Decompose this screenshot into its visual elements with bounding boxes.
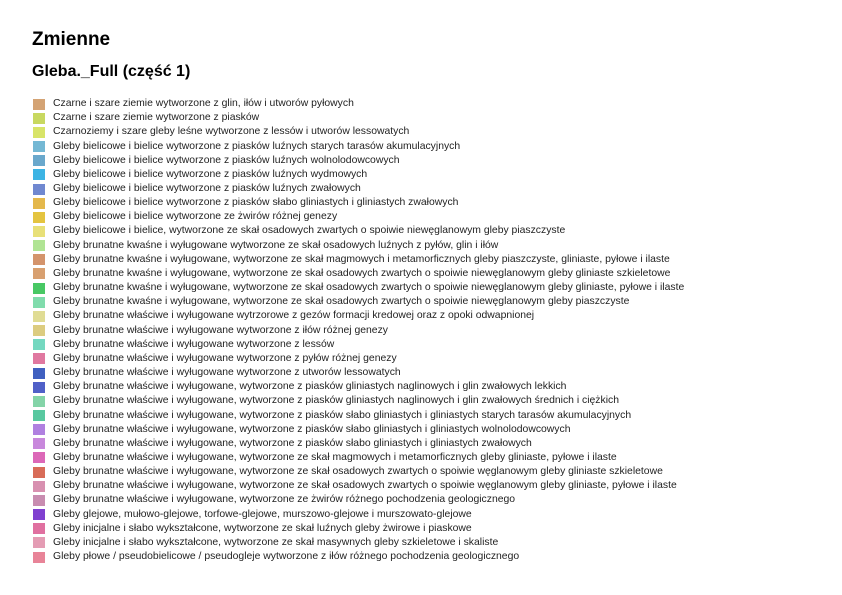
legend-color-swatch: [33, 169, 45, 180]
legend-color-swatch: [33, 240, 45, 251]
legend-color-swatch: [33, 509, 45, 520]
legend-item: [33, 210, 684, 224]
legend-item: [33, 125, 684, 139]
legend-label: Gleby brunatne kwaśne i wyługowane, wytworzone ze skał osadowych zwartych o spoiwie niewęglanowym gleby gliniaste szkieletowe: [53, 267, 671, 279]
legend-label: Gleby bielicowe i bielice wytworzone ze żwirów różnej genezy: [53, 211, 338, 223]
legend-item: [33, 493, 684, 507]
legend-item: [33, 380, 684, 394]
legend-item: [33, 295, 684, 309]
legend-color-swatch: [33, 523, 45, 534]
legend-item: [33, 550, 684, 564]
legend-label: Gleby brunatne kwaśne i wyługowane, wytworzone ze skał osadowych zwartych o spoiwie niewęglanowym gleby piaszczyste: [53, 296, 630, 308]
legend-color-swatch: [33, 396, 45, 407]
legend-item: [33, 508, 684, 522]
legend-color-swatch: [33, 481, 45, 492]
legend-item: [33, 451, 684, 465]
legend-color-swatch: [33, 254, 45, 265]
legend-color-swatch: [33, 198, 45, 209]
legend-item: [33, 139, 684, 153]
legend-label: Czarne i szare ziemie wytworzone z glin, iłów i utworów pyłowych: [53, 98, 354, 110]
legend-item: [33, 522, 684, 536]
legend-label: Gleby brunatne właściwe i wyługowane wytworzone z pyłów różnej genezy: [53, 352, 397, 364]
legend-label: Gleby brunatne właściwe i wyługowane, wytworzone z piasków słabo gliniastych i gliniastych zwałowych: [53, 437, 532, 449]
legend-item: [33, 111, 684, 125]
legend-item: [33, 437, 684, 451]
layer-title: Gleba._Full (część 1): [32, 63, 191, 80]
legend-color-swatch: [33, 155, 45, 166]
legend-label: Gleby płowe / pseudobielicowe / pseudogleje wytworzone z iłów różnego pochodzenia geologicznego: [53, 551, 520, 563]
legend-item: [33, 267, 684, 281]
legend-color-swatch: [33, 467, 45, 478]
legend-color-swatch: [33, 127, 45, 138]
legend-color-swatch: [33, 438, 45, 449]
legend-color-swatch: [33, 113, 45, 124]
legend-item: [33, 253, 684, 267]
legend-color-swatch: [33, 410, 45, 421]
legend-label: Gleby brunatne kwaśne i wyługowane, wytworzone ze skał osadowych zwartych o spoiwie niewęglanowym gleby gliniaste, pyłowe i ilaste: [53, 282, 685, 294]
legend-item: [33, 97, 684, 111]
legend-item: [33, 182, 684, 196]
legend-color-swatch: [33, 283, 45, 294]
legend-label: Gleby brunatne właściwe i wyługowane, wytworzone ze skał magmowych i metamorficznych gleby gliniaste, pyłowe i ilaste: [53, 451, 617, 463]
legend-color-swatch: [33, 141, 45, 152]
legend-item: [33, 394, 684, 408]
legend-item: [33, 154, 684, 168]
legend-label: Gleby bielicowe i bielice wytworzone z piasków słabo gliniastych i gliniastych zwałowych: [53, 197, 459, 209]
legend-list: [33, 97, 684, 564]
legend-item: [33, 168, 684, 182]
legend-label: Gleby brunatne kwaśne i wyługowane wytworzone ze skał osadowych luźnych z pyłów, glin i iłów: [53, 239, 499, 251]
legend-label: Gleby brunatne właściwe i wyługowane, wytworzone z piasków słabo gliniastych i gliniastych wolnolodowcowych: [53, 423, 571, 435]
legend-item: [33, 239, 684, 253]
legend-label: Gleby bielicowe i bielice wytworzone z piasków luźnych wydmowych: [53, 168, 368, 180]
legend-label: Gleby inicjalne i słabo wykształcone, wytworzone ze skał masywnych gleby szkieletowe i skaliste: [53, 536, 499, 548]
legend-item: [33, 352, 684, 366]
legend-label: Gleby brunatne właściwe i wyługowane wytworzone z lessów: [53, 338, 335, 350]
legend-label: Czarnoziemy i szare gleby leśne wytworzone z lessów i utworów lessowatych: [53, 126, 410, 138]
legend-color-swatch: [33, 311, 45, 322]
legend-label: Czarne i szare ziemie wytworzone z piasków: [53, 112, 260, 124]
legend-color-swatch: [33, 226, 45, 237]
legend-item: [33, 324, 684, 338]
legend-label: Gleby brunatne właściwe i wyługowane wytworzone z utworów lessowatych: [53, 367, 401, 379]
legend-label: Gleby brunatne właściwe i wyługowane wytrzorowe z gezów formacji kredowej oraz z opoki odwapnionej: [53, 310, 535, 322]
legend-color-swatch: [33, 325, 45, 336]
legend-color-swatch: [33, 495, 45, 506]
legend-item: [33, 423, 684, 437]
legend-label: Gleby bielicowe i bielice wytworzone z piasków luźnych wolnolodowcowych: [53, 154, 400, 166]
legend-color-swatch: [33, 268, 45, 279]
legend-label: Gleby glejowe, mułowo-glejowe, torfowe-glejowe, murszowo-glejowe i murszowato-glejowe: [53, 508, 472, 520]
legend-color-swatch: [33, 212, 45, 223]
legend-label: Gleby bielicowe i bielice wytworzone z piasków luźnych starych tarasów akumulacyjnych: [53, 140, 461, 152]
legend-label: Gleby brunatne właściwe i wyługowane, wytworzone z piasków gliniastych naglinowych i glin zwałowych lekkich: [53, 381, 567, 393]
legend-label: Gleby bielicowe i bielice, wytworzone ze skał osadowych zwartych o spoiwie niewęglanowym gleby piaszczyste: [53, 225, 566, 237]
legend-color-swatch: [33, 353, 45, 364]
legend-color-swatch: [33, 452, 45, 463]
legend-label: Gleby brunatne właściwe i wyługowane wytworzone z iłów różnej genezy: [53, 324, 388, 336]
legend-item: [33, 408, 684, 422]
legend-color-swatch: [33, 339, 45, 350]
legend-label: Gleby bielicowe i bielice wytworzone z piasków luźnych zwałowych: [53, 183, 361, 195]
legend-label: Gleby brunatne właściwe i wyługowane, wytworzone ze skał osadowych zwartych o spoiwie węglanowym gleby gliniaste szkieletowe: [53, 466, 663, 478]
legend-color-swatch: [33, 297, 45, 308]
legend-item: [33, 224, 684, 238]
legend-item: [33, 338, 684, 352]
legend-item: [33, 536, 684, 550]
legend-item: [33, 196, 684, 210]
legend-color-swatch: [33, 552, 45, 563]
legend-color-swatch: [33, 382, 45, 393]
legend-color-swatch: [33, 99, 45, 110]
legend-color-swatch: [33, 537, 45, 548]
legend-item: [33, 465, 684, 479]
legend-color-swatch: [33, 424, 45, 435]
legend-item: [33, 281, 684, 295]
legend-label: Gleby brunatne właściwe i wyługowane, wytworzone ze żwirów różnego pochodzenia geologicznego: [53, 494, 516, 506]
legend-color-swatch: [33, 368, 45, 379]
legend-label: Gleby brunatne kwaśne i wyługowane, wytworzone ze skał magmowych i metamorficznych gleby piaszczyste, gliniaste, pyłowe i ilaste: [53, 253, 670, 265]
legend-label: Gleby brunatne właściwe i wyługowane, wytworzone z piasków słabo gliniastych i gliniastych starych tarasów akumulacyjnych: [53, 409, 632, 421]
legend-item: [33, 479, 684, 493]
legend-color-swatch: [33, 184, 45, 195]
legend-label: Gleby inicjalne i słabo wykształcone, wytworzone ze skał luźnych gleby żwirowe i piaskowe: [53, 522, 472, 534]
legend-label: Gleby brunatne właściwe i wyługowane, wytworzone ze skał osadowych zwartych o spoiwie węglanowym gleby gliniaste, pyłowe i ilaste: [53, 480, 677, 492]
legend-item: [33, 309, 684, 323]
legend-item: [33, 366, 684, 380]
legend-label: Gleby brunatne właściwe i wyługowane, wytworzone z piasków gliniastych naglinowych i glin zwałowych średnich i ciężkich: [53, 395, 619, 407]
page-title: Zmienne: [32, 29, 111, 50]
